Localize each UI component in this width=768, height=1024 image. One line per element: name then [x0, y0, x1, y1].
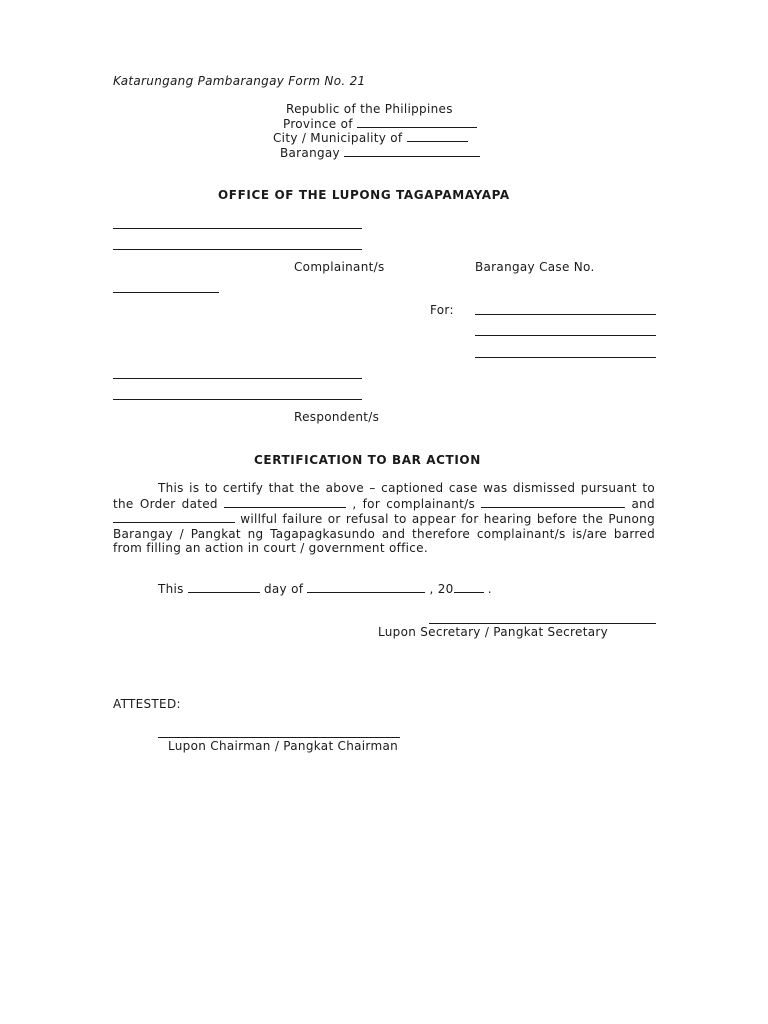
date-end: .: [487, 582, 492, 596]
month-blank[interactable]: [307, 581, 425, 593]
respondent-line-2[interactable]: [113, 399, 362, 400]
province-label: Province of: [283, 117, 353, 131]
complainant-line-1[interactable]: [113, 228, 362, 229]
office-title: OFFICE OF THE LUPONG TAGAPAMAYAPA: [218, 188, 510, 202]
barangay-blank[interactable]: [344, 145, 480, 157]
province-blank[interactable]: [357, 116, 477, 128]
city-row: [273, 130, 468, 145]
complainant-name-blank-2[interactable]: [113, 511, 235, 523]
case-no-blank[interactable]: [113, 292, 219, 293]
cert-text-1: This is to certify that the above – captioned case was dismissed pursuant to the Order dated: [113, 481, 655, 511]
form-number-label: Katarungang Pambarangay Form No. 21: [113, 74, 366, 88]
date-this-label: This: [158, 582, 184, 596]
order-date-blank[interactable]: [224, 496, 346, 508]
secretary-label: Lupon Secretary / Pangkat Secretary: [378, 625, 609, 639]
date-day-of-label: day of: [263, 582, 304, 596]
cert-text-3: and: [631, 496, 655, 511]
barangay-label: Barangay: [280, 146, 340, 160]
day-blank[interactable]: [188, 581, 260, 593]
province-row: [283, 116, 477, 131]
attested-label: ATTESTED:: [113, 697, 181, 711]
certification-title: CERTIFICATION TO BAR ACTION: [254, 453, 481, 467]
year-blank[interactable]: [454, 581, 484, 593]
secretary-signature-line[interactable]: [429, 623, 656, 624]
date-year-prefix: , 20: [429, 582, 454, 596]
for-line-1[interactable]: [475, 314, 656, 315]
complainant-line-2[interactable]: [113, 249, 362, 250]
barangay-row: [280, 145, 480, 160]
respondent-line-1[interactable]: [113, 378, 362, 379]
city-label: City / Municipality of: [273, 131, 403, 145]
for-line-2[interactable]: [475, 335, 656, 336]
complainant-name-blank[interactable]: [481, 496, 625, 508]
for-line-3[interactable]: [475, 357, 656, 358]
certification-body: [113, 481, 655, 556]
cert-text-4: willful failure or refusal to appear for hearing before the Punong Barangay / Pangkat ng Tagapagkasundo and therefore complainant/s is/are barred from filling an action in court / government office.: [113, 512, 655, 555]
republic-label: Republic of the Philippines: [286, 102, 453, 116]
chairman-signature-line[interactable]: [158, 737, 400, 738]
case-no-label: Barangay Case No.: [475, 260, 595, 274]
date-row: [158, 581, 492, 596]
respondent-label: Respondent/s: [294, 410, 380, 424]
cert-text-2: , for complainant/s: [352, 496, 476, 511]
complainant-label: Complainant/s: [294, 260, 385, 274]
for-label: For:: [430, 303, 454, 317]
chairman-label: Lupon Chairman / Pangkat Chairman: [168, 739, 399, 753]
city-blank[interactable]: [407, 130, 468, 142]
